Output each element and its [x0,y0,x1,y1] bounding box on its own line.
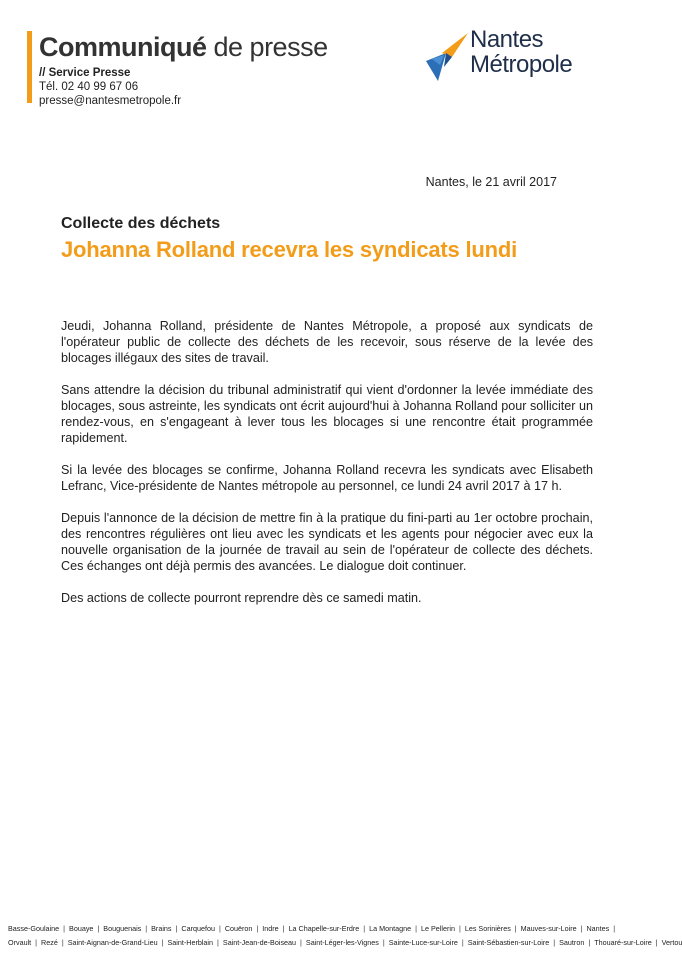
body-paragraph: Des actions de collecte pourront reprendre dès ce samedi matin. [61,591,422,605]
commune-name: Vertou [661,938,682,947]
commune-name: Saint-Jean-de-Boiseau [222,938,297,947]
commune-name: Couëron [224,924,253,933]
commune-name: La Chapelle-sur-Erdre [288,924,360,933]
commune-name: Orvault [8,938,32,947]
footer-line-2: Orvault | Rezé | Saint-Aignan-de-Grand-Lieu | Saint-Herblain | Saint-Jean-de-Boiseau | Saint-Léger-les-Vignes | Sainte-Luce-sur-Loire | Saint-Sébastien-sur-Loire | Sautron | Thouaré-sur-Loire | Vertou [8,938,682,947]
commune-name: Nantes [586,924,610,933]
release-body [61,318,593,622]
commune-name: Bouguenais [103,924,142,933]
release-date: Nantes, le 21 avril 2017 [425,175,557,189]
body-paragraph: Si la levée des blocages se confirme, Johanna Rolland recevra les syndicats avec Elisabeth Lefranc, Vice-présidente de Nantes métropole au personnel, ce lundi 24 avril 2017 à 17 h. [61,463,593,493]
release-title: Johanna Rolland recevra les syndicats lundi [61,237,517,262]
commune-name: Basse-Goulaine [8,924,60,933]
logo-line-2: Métropole [470,51,573,78]
header-title [39,30,328,64]
commune-name: Les Sorinières [464,924,511,933]
press-header [39,30,328,108]
header-title-bold: Communiqué [39,32,207,62]
header-title-light: de presse [213,32,328,62]
commune-name: Sainte-Luce-sur-Loire [388,938,458,947]
commune-name: Saint-Herblain [167,938,214,947]
commune-name: Saint-Léger-les-Vignes [305,938,379,947]
commune-name: La Montagne [369,924,412,933]
logo-mark-icon [424,31,470,85]
logo-line-1: Nantes [470,26,544,53]
commune-name: Bouaye [69,924,94,933]
body-paragraph: Jeudi, Johanna Rolland, présidente de Nantes Métropole, a proposé aux syndicats de l'opérateur public de collecte des déchets de les recevoir, sous réserve de la levée des blocages illégaux des sites de travail. [61,319,593,365]
release-subtitle: Collecte des déchets [61,215,221,232]
commune-name: Rezé [41,938,58,947]
header-accent-bar [27,31,32,103]
commune-name: Thouaré-sur-Loire [594,938,652,947]
body-paragraph: Depuis l'annonce de la décision de mettre fin à la pratique du fini-parti au 1er octobre prochain, des rencontres régulières ont lieu avec les syndicats et les agents pour négocier avec eux la nouvelle organisation de la journée de travail au sein de l'opérateur de collecte des déchets. Ces échanges ont déjà permis des avancées. Le dialogue doit continuer. [61,511,593,573]
commune-name: Indre [262,924,279,933]
commune-name: Brains [151,924,172,933]
body-paragraph: Sans attendre la décision du tribunal administratif qui vient d'ordonner la levée immédiate des blocages, sous astreinte, les syndicats ont écrit aujourd'hui à Johanna Rolland pour solliciter un rendez-vous, en s'engageant à lever tous les blocages si une rencontre était programmée rapidement. [61,383,593,445]
press-email: presse@nantesmetropole.fr [39,95,182,107]
commune-name: Saint-Aignan-de-Grand-Lieu [67,938,158,947]
press-service-label: // Service Presse [39,67,131,79]
commune-name: Sautron [559,938,585,947]
logo-wordmark [470,27,572,77]
footer-line-1: Basse-Goulaine | Bouaye | Bouguenais | Brains | Carquefou | Couëron | Indre | La Chapelle-sur-Erdre | La Montagne | Le Pellerin | Les Sorinières | Mauves-sur-Loire | Nantes | [8,924,616,933]
commune-name: Mauves-sur-Loire [520,924,577,933]
press-phone: Tél. 02 40 99 67 06 [39,81,139,93]
commune-name: Carquefou [181,924,215,933]
commune-name: Saint-Sébastien-sur-Loire [467,938,550,947]
nantes-metropole-logo [424,27,604,87]
commune-name: Le Pellerin [421,924,455,933]
communes-footer [8,922,682,950]
